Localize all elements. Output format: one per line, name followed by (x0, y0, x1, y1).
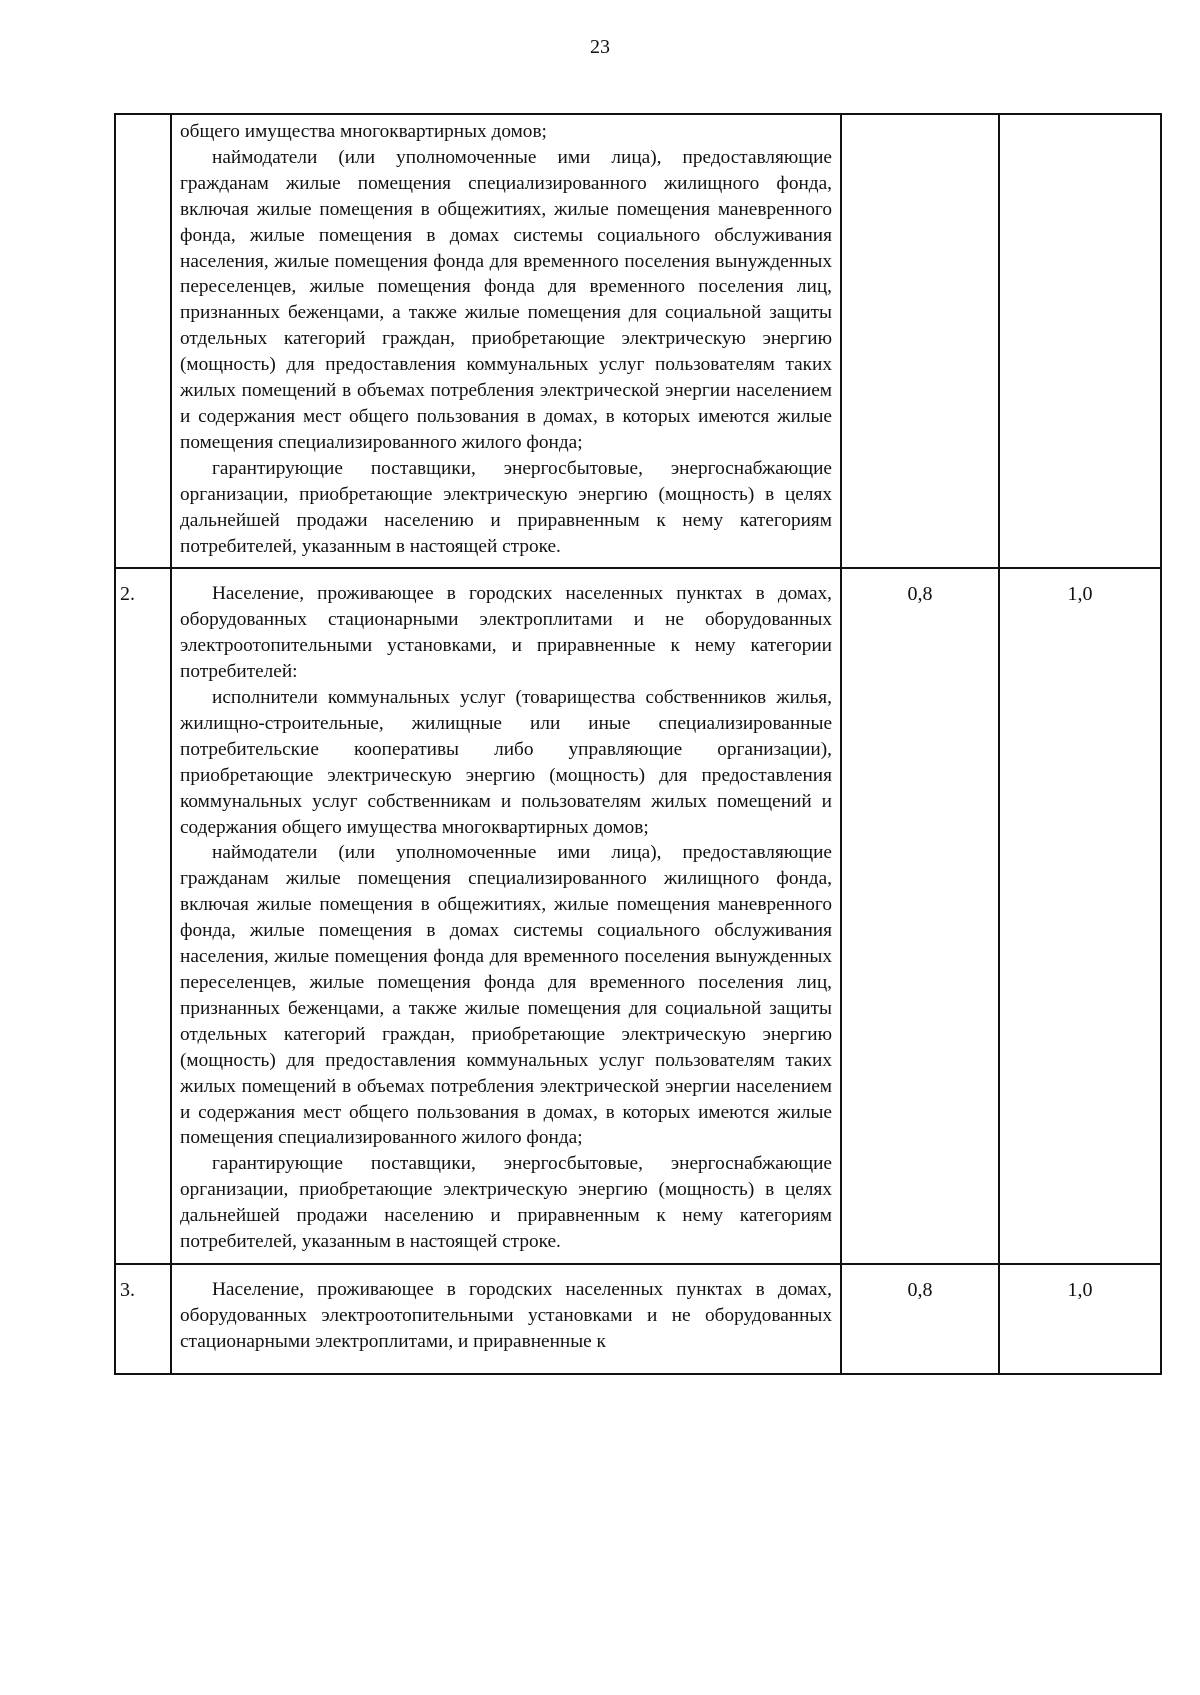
row-number: 2. (115, 568, 171, 1264)
row-value-1 (841, 114, 999, 568)
row-value-2: 1,0 (999, 1264, 1161, 1374)
row-value-1: 0,8 (841, 568, 999, 1264)
paragraph: Население, проживающее в городских населенных пунктах в домах, оборудованных стационарными электроплитами и не оборудованных электроотопительными установками, и приравненные к нему категории потребителей: (180, 583, 832, 683)
row-number (115, 114, 171, 568)
tariff-table (114, 113, 1162, 1375)
row-description (171, 568, 841, 1264)
row-number: 3. (115, 1264, 171, 1374)
row-value-2 (999, 114, 1161, 568)
paragraph: наймодатели (или уполномоченные ими лица), предоставляющие гражданам жилые помещения специализированного жилищного фонда, включая жилые помещения в общежитиях, жилые помещения маневренного фонда, жилые помещения в домах системы социального обслуживания населения, жилые помещения фонда для временного поселения вынужденных переселенцев, жилые помещения фонда для временного поселения лиц, признанных беженцами, а также жилые помещения для социальной защиты отдельных категорий граждан, приобретающие электрическую энергию (мощность) для предоставления коммунальных услуг пользователям таких жилых помещений в объемах потребления электрической энергии населением и содержания мест общего пользования в домах, в которых имеются жилые помещения специализированного жилого фонда; (180, 146, 832, 453)
row-description (171, 1264, 841, 1374)
paragraph: наймодатели (или уполномоченные ими лица), предоставляющие гражданам жилые помещения специализированного жилищного фонда, включая жилые помещения в общежитиях, жилые помещения маневренного фонда, жилые помещения в домах системы социального обслуживания населения, жилые помещения фонда для временного поселения вынужденных переселенцев, жилые помещения фонда для временного поселения лиц, признанных беженцами, а также жилые помещения для социальной защиты отдельных категорий граждан, приобретающие электрическую энергию (мощность) для предоставления коммунальных услуг пользователям таких жилых помещений в объемах потребления электрической энергии населением и содержания мест общего пользования в домах, в которых имеются жилые помещения специализированного жилого фонда; (180, 842, 832, 1149)
paragraph: исполнители коммунальных услуг (товарищества собственников жилья, жилищно-строительные, жилищные или иные специализированные потребительские кооперативы либо управляющие организации), приобретающие электрическую энергию (мощность) для предоставления коммунальных услуг собственникам и пользователям жилых помещений и содержания общего имущества многоквартирных домов; (180, 687, 832, 838)
table-row (115, 1264, 1161, 1374)
paragraph: Население, проживающее в городских населенных пунктах в домах, оборудованных электроотопительными установками и не оборудованных стационарными электроплитами, и приравненные к (180, 1278, 832, 1352)
table-row (115, 568, 1161, 1264)
page-number: 23 (590, 36, 610, 58)
row-description (171, 114, 841, 568)
paragraph: гарантирующие поставщики, энергосбытовые, энергоснабжающие организации, приобретающие электрическую энергию (мощность) в целях дальнейшей продажи населению и приравненным к нему категориям потребителей, указанным в настоящей строке. (180, 457, 832, 557)
row-value-2: 1,0 (999, 568, 1161, 1264)
row-value-1: 0,8 (841, 1264, 999, 1374)
paragraph: гарантирующие поставщики, энергосбытовые, энергоснабжающие организации, приобретающие электрическую энергию (мощность) в целях дальнейшей продажи населению и приравненным к нему категориям потребителей, указанным в настоящей строке. (180, 1153, 832, 1253)
paragraph: общего имущества многоквартирных домов; (180, 121, 547, 142)
table-row (115, 114, 1161, 568)
